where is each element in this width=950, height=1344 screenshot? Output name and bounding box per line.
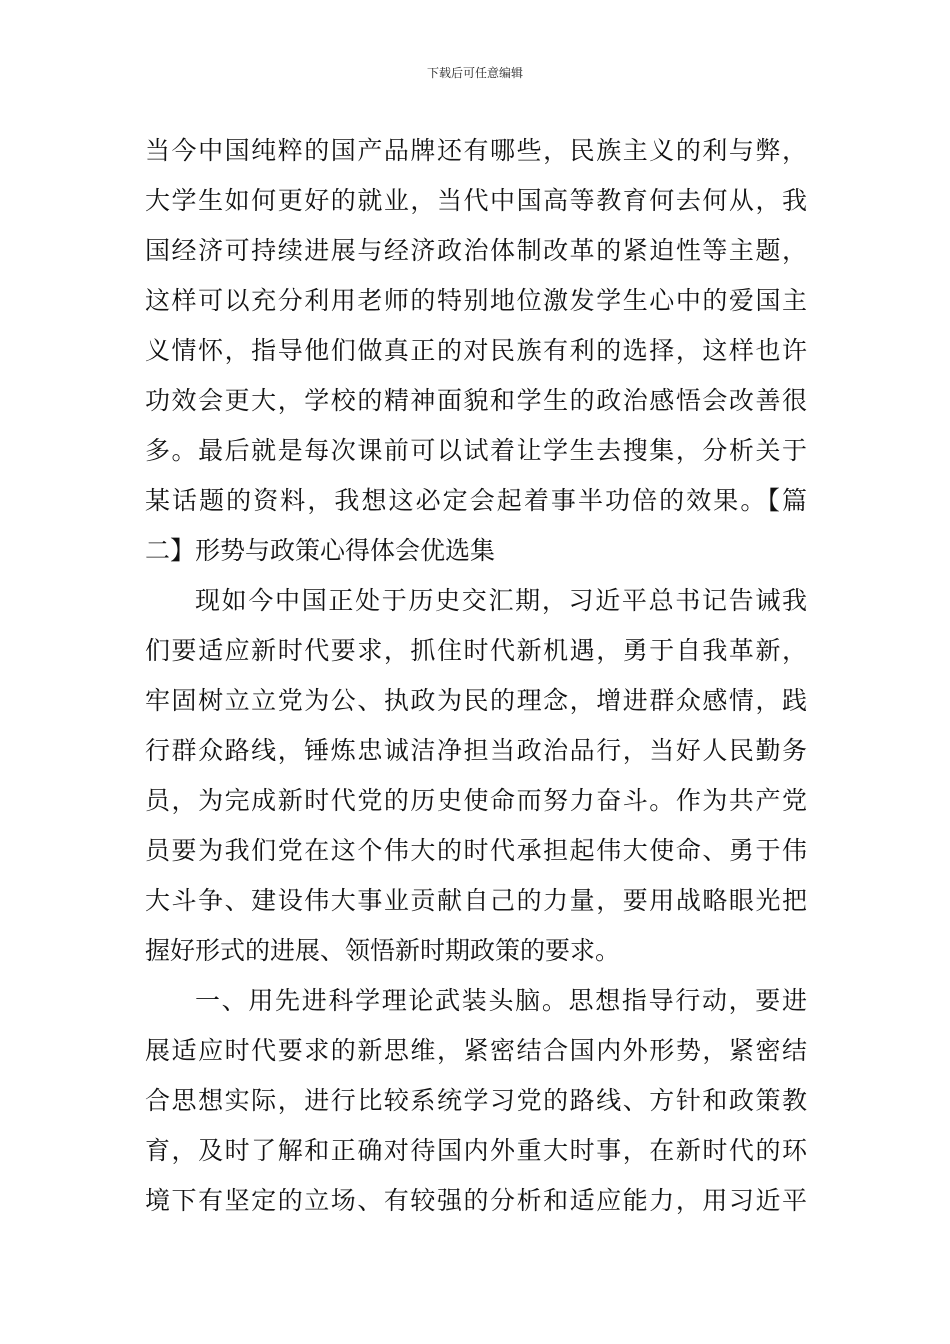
text-line: 境下有坚定的立场、有较强的分析和适应能力，用习近平 [145, 1186, 807, 1215]
text-line: 大斗争、建设伟大事业贡献自己的力量，要用战略眼光把 [145, 886, 807, 915]
text-line: 员要为我们党在这个伟大的时代承担起伟大使命、勇于伟 [145, 836, 807, 865]
text-line: 这样可以充分利用老师的特别地位激发学生心中的爱国主 [145, 286, 807, 315]
text-line: 大学生如何更好的就业，当代中国高等教育何去何从，我 [145, 186, 807, 215]
text-line: 展适应时代要求的新思维，紧密结合国内外形势，紧密结 [145, 1036, 807, 1065]
document-body [145, 126, 807, 1226]
paragraph-first-line: 现如今中国正处于历史交汇期，习近平总书记告诫我 [195, 586, 807, 615]
text-line: 当今中国纯粹的国产品牌还有哪些，民族主义的利与弊， [145, 136, 807, 165]
text-line: 牢固树立立党为公、执政为民的理念，增进群众感情，践 [145, 686, 807, 715]
text-line: 行群众路线，锤炼忠诚洁净担当政治品行，当好人民勤务 [145, 736, 807, 765]
text-line: 员，为完成新时代党的历史使命而努力奋斗。作为共产党 [145, 786, 807, 815]
text-line: 多。最后就是每次课前可以试着让学生去搜集，分析关于 [145, 436, 807, 465]
page-header-note: 下载后可任意编辑 [426, 66, 523, 80]
text-line: 育，及时了解和正确对待国内外重大时事，在新时代的环 [145, 1136, 807, 1165]
text-line: 国经济可持续进展与经济政治体制改革的紧迫性等主题， [145, 236, 807, 265]
text-line: 功效会更大，学校的精神面貌和学生的政治感悟会改善很 [145, 386, 807, 415]
paragraph-first-line: 一、用先进科学理论武装头脑。思想指导行动，要进 [195, 986, 807, 1015]
text-line: 义情怀，指导他们做真正的对民族有利的选择，这样也许 [145, 336, 807, 365]
text-line: 二】形势与政策心得体会优选集 [145, 536, 496, 565]
text-line: 握好形式的进展、领悟新时期政策的要求。 [145, 936, 621, 965]
text-line: 某话题的资料，我想这必定会起着事半功倍的效果。【篇 [145, 486, 807, 515]
text-line: 合思想实际，进行比较系统学习党的路线、方针和政策教 [145, 1086, 807, 1115]
text-line: 们要适应新时代要求，抓住时代新机遇，勇于自我革新， [145, 636, 807, 665]
